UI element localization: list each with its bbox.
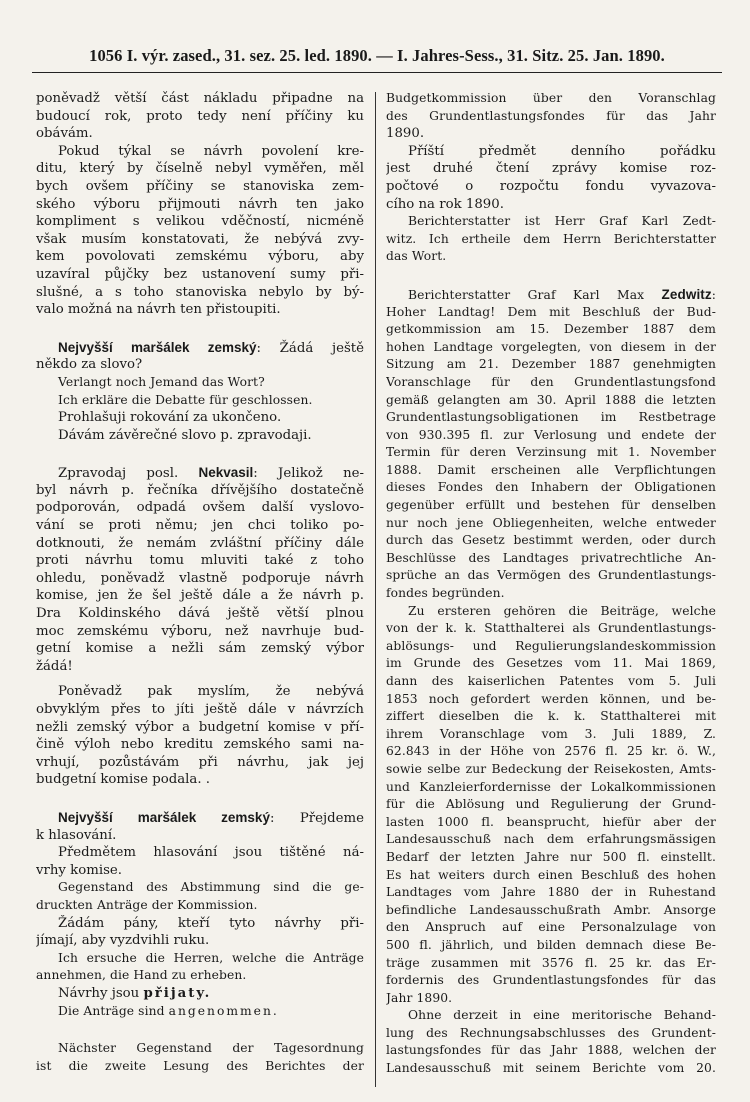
text-line: witz. Ich ertheile dem Herrn Berichterstatter	[386, 231, 716, 246]
text-line: Hoher Landtag! Dem mit Beschluß der Bud-	[386, 304, 716, 319]
text-line	[36, 339, 364, 357]
paragraph	[36, 90, 364, 143]
speaker-name: Nejvyšší maršálek zemský	[58, 339, 257, 355]
text-line: lasten 1000 fl. beansprucht, hiefür aber der	[386, 814, 716, 829]
text-line	[36, 985, 364, 1003]
text-line: slušné, a s toho stanoviska nebylo by bý-	[36, 284, 364, 300]
text-line: obvyklým přes to jíti ještě dále v návrzích	[36, 702, 364, 717]
text-line: Landtages vom Jahre 1880 der in Ruhestand	[386, 885, 716, 900]
text-line: ziffert dieselben die k. k. Statthalterei mit	[386, 709, 716, 724]
text-line: Prohlašuji rokování za ukončeno.	[58, 410, 282, 426]
text-line: druckten Anträge der Kommission.	[36, 897, 258, 912]
text-line: dieses Fondes den Inhabern der Obligationen	[386, 480, 716, 495]
text-line: des Grundentlastungsfondes für das Jahr	[386, 108, 716, 123]
text-line: Dra Koldinského dává ještě větší plnou	[36, 606, 364, 622]
text-line: vrhují, pozůstávám při návrhu, jak jej	[36, 754, 364, 770]
text-line: jímají, aby vyzdvihli ruku.	[36, 933, 210, 949]
text-line: Grundentlastungsobligationen im Restbetrage	[386, 410, 716, 425]
text-line: Landesausschuß mit seinem Berichte vom 20.	[386, 1061, 716, 1076]
text-line: Předmětem hlasování jsou tištěné ná-	[58, 845, 364, 861]
text-line: 1853 noch gefordert werden können, und be-	[386, 691, 716, 706]
text-line	[36, 1003, 364, 1021]
text-line: von 930.395 fl. zur Verlosung und endete der	[386, 427, 716, 442]
text-line: čině výloh nebo kreditu zemského sami na-	[36, 737, 364, 753]
result-word: angenommen.	[168, 1003, 279, 1018]
text-line: proti návrhu tomu mluviti také z toho	[36, 553, 364, 569]
paragraph	[36, 683, 364, 789]
text-line: byl návrh p. řečníka dřívějšího dostatečně	[36, 482, 364, 498]
text-line: Příští předmět denního pořádku	[408, 143, 716, 159]
text-line: hohen Landtage vorgelegten, von diesem in der	[386, 339, 716, 354]
text-line: však musím konstatovati, že nebývá zvy-	[36, 231, 364, 247]
text-line: kem povolovati zemskému výboru, aby	[36, 249, 364, 265]
text-line: im Grunde des Gesetzes vom 11. Mai 1869,	[386, 656, 716, 671]
speaker-name: Nekvasil	[198, 465, 254, 481]
text-line	[36, 809, 364, 827]
text-line: nežli zemský výbor a budgetní komise v pří-	[36, 719, 364, 735]
text-line: Žádám pány, kteří tyto návrhy při-	[58, 915, 364, 931]
text-line: sowie selbe zur Bedeckung der Reisekosten, Amts-	[386, 761, 716, 776]
text-line: bych ovšem příčiny se stanoviska zem-	[36, 178, 364, 194]
text-line: někdo za slovo?	[36, 357, 143, 373]
text-line: 500 fl. jährlich, und bilden demnach diese Be-	[386, 937, 716, 952]
text-line: fordernis des Grundentlastungsfondes für das	[386, 973, 716, 988]
text-line: ist die zweite Lesung des Berichtes der	[36, 1058, 364, 1073]
speech-text: : Jelikož ne-	[253, 466, 364, 482]
speech-text: :	[711, 287, 716, 302]
speaker-prefix: Berichterstatter Graf Karl Max	[408, 287, 662, 302]
text-line: getkommission am 15. Dezember 1887 dem	[386, 322, 716, 337]
text-line: Zu ersteren gehören die Beiträge, welche	[408, 603, 716, 618]
text-line: budoucí rok, proto tedy není příčiny ku	[36, 108, 364, 124]
speaker-name: Nejvyšší maršálek zemský	[58, 809, 270, 825]
header-rule	[32, 72, 722, 73]
text-line: fondes begründen.	[386, 586, 505, 601]
paragraph-gap	[36, 444, 364, 464]
paragraph-gap	[386, 266, 716, 286]
text-line: nur noch jene Obliegenheiten, welche entweder	[386, 515, 716, 530]
text-line: poněvadž větší část nákladu připadne na	[36, 91, 364, 106]
text-line	[36, 464, 364, 482]
text-line: jest druhé čtení zprávy komise roz-	[386, 161, 716, 177]
text-line: dann des kaiserlichen Patentes vom 5. Juli	[386, 674, 716, 688]
text-line: für die Ablösung und Regulierung der Grund-	[386, 797, 716, 812]
text-line: dotknouti, že nemám zvláštní příčiny dále	[36, 535, 364, 551]
text-line: Budgetkommission über den Voranschlag	[386, 91, 716, 105]
text-line: ablösungs- und Regulierungslandeskommission	[386, 638, 716, 653]
text-line: Dávám závěrečné slovo p. zpravodaji.	[58, 427, 312, 443]
header-title: 1056 I. výr. zased., 31. sez. 25. led. 1890. — I. Jahres-Sess., 31. Sitz. 25. Jan. 1890.	[89, 46, 665, 65]
text-line: Jahr 1890.	[386, 990, 453, 1005]
speaker-prefix: Zpravodaj posl.	[58, 466, 199, 482]
text-line: befindliche Landesausschußrath Ambr. Ansorge	[386, 902, 716, 917]
speaker-name: Zedwitz	[661, 286, 712, 302]
text-line: Voranschlage für den Grundentlastungsfond	[386, 374, 716, 389]
text-line: cího na rok 1890.	[386, 196, 504, 212]
text-line: Berichterstatter ist Herr Graf Karl Zedt-	[408, 214, 716, 229]
text-line: obávám.	[36, 126, 93, 142]
text-line: 1890.	[386, 126, 425, 142]
paragraph-gap	[36, 675, 364, 683]
left-column	[36, 90, 364, 1075]
text-line: Landesausschuß nach dem erfahrungsmässigen	[386, 832, 716, 847]
text-line: valo možná na návrh ten přistoupiti.	[36, 302, 281, 318]
text-line: Beschlüsse des Landtages privatrechtliche An-	[386, 550, 716, 565]
paragraph-gap	[36, 319, 364, 339]
text-line: k hlasování.	[36, 827, 117, 843]
paragraph	[386, 90, 716, 143]
running-header	[32, 46, 722, 74]
text-line: podporován, odpadá ovšem další vyslovo-	[36, 500, 364, 516]
text-line: Ohne derzeit in eine meritorische Behand-	[408, 1008, 716, 1023]
text-line: vání se proti němu; jen chci toliko po-	[36, 518, 364, 534]
text-line: gemäß gelangten am 30. April 1888 die letzten	[386, 392, 716, 407]
text-line: ditu, který by číselně nebyl vyměřen, měl	[36, 161, 364, 177]
text-line: budgetní komise podala. .	[36, 772, 211, 788]
paragraph	[36, 143, 364, 319]
text-line: Verlangt noch Jemand das Wort?	[58, 374, 265, 389]
result-prefix: Návrhy jsou	[58, 985, 144, 1001]
speech-block	[36, 464, 364, 675]
text-line: uzavíral půjčky bez ustanovení sumy při-	[36, 266, 364, 282]
text-line: ohledu, poněvadž vlastně podporuje návrh	[36, 570, 364, 586]
right-column	[386, 90, 716, 1078]
text-line: von der k. k. Statthalterei als Grundentlastungs-	[386, 621, 716, 636]
text-line: Termin für deren Verzinsung mit 1. November	[386, 445, 716, 460]
text-line: das Wort.	[386, 249, 447, 264]
text-line: Ich ersuche die Herren, welche die Anträge	[58, 950, 364, 965]
result-word: přijaty.	[143, 985, 212, 1001]
text-line: gegenüber erfüllt und bestehen für denselben	[386, 498, 716, 513]
text-line: kompliment s velikou vděčností, nicméně	[36, 214, 364, 230]
text-line: ského výboru přijmouti návrh ten jako	[36, 196, 364, 212]
text-line: Pokud týkal se návrh povolení kre-	[58, 143, 364, 159]
text-line: 62.843 in der Höhe von 2576 fl. 25 kr. ö. W.,	[386, 744, 716, 759]
paragraph	[386, 143, 716, 266]
speech-text: : Žádá ještě	[256, 340, 364, 356]
text-line: Bedarf der letzten Jahre nur 500 fl. einstellt.	[386, 849, 716, 864]
speech-block	[36, 809, 364, 1020]
text-line: Sitzung am 21. Dezember 1887 genehmigten	[386, 357, 716, 372]
paragraph-gap	[36, 1020, 364, 1040]
text-line: durch das Gesetz bestimmt werden, oder durch	[386, 533, 716, 548]
text-line: komise, jen že šel ještě dále a že návrh p.	[36, 588, 364, 604]
paragraph	[386, 603, 716, 1008]
result-prefix: Die Anträge sind	[58, 1003, 169, 1018]
text-line: Nächster Gegenstand der Tagesordnung	[58, 1041, 364, 1056]
text-line: träge zusammen mit 3576 fl. 25 kr. das Er-	[386, 955, 716, 970]
paragraph-gap	[36, 789, 364, 809]
text-line: annehmen, die Hand zu erheben.	[36, 968, 247, 983]
speech-block	[386, 286, 716, 603]
text-line: getní komise a nežli sám zemský výbor	[36, 641, 364, 657]
text-line: vrhy komise.	[36, 862, 123, 878]
speech-block	[36, 339, 364, 445]
text-line: 1888. Damit erscheinen alle Verpflichtungen	[386, 462, 716, 477]
text-line	[386, 286, 716, 304]
text-line: sprüche an das Vermögen des Grundentlastungs-	[386, 568, 716, 583]
text-line: und Kanzleierfordernisse der Lokalkommissionen	[386, 779, 716, 794]
column-divider	[375, 92, 376, 1087]
text-line: den Anspruch auf eine Personalzulage von	[386, 920, 716, 935]
speech-text: : Přejdeme	[269, 810, 364, 826]
text-line: Gegenstand des Abstimmung sind die ge-	[58, 880, 364, 895]
text-line: Es hat weiters durch einen Beschluß des hohen	[386, 867, 716, 882]
text-line: Poněvadž pak myslím, že nebývá	[58, 684, 364, 700]
text-line: Ich erkläre die Debatte für geschlossen.	[58, 392, 313, 407]
text-line: ihrem Voranschlage vom 3. Juli 1889, Z.	[386, 726, 716, 741]
text-line: lung des Rechnungsabschlusses des Grundent-	[386, 1025, 716, 1040]
text-line: počtové o rozpočtu fondu vyvazova-	[386, 178, 716, 194]
paragraph	[386, 1007, 716, 1077]
paragraph	[36, 1040, 364, 1075]
text-line: moc zemskému výboru, než navrhuje bud-	[36, 623, 364, 639]
text-line: lastungsfondes für das Jahr 1888, welchen der	[386, 1043, 716, 1058]
text-line: žádá!	[36, 658, 73, 674]
